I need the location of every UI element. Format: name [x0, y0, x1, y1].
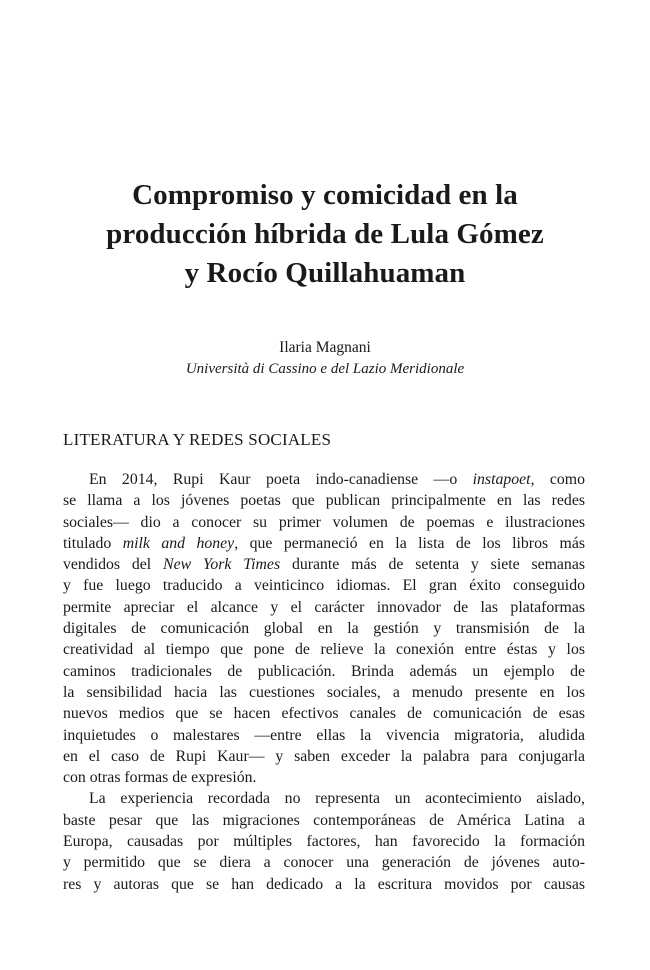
text-line: se llama a los jóvenes poetas que publican principalmente en las redes: [63, 492, 585, 510]
text-line: la sensibilidad hacia las cuestiones sociales, a menudo presente en los: [63, 683, 585, 701]
author-affiliation: Università di Cassino e del Lazio Meridionale: [185, 361, 465, 377]
text-line: titulado milk and honey, que permaneció en la lista de los libros más: [63, 534, 585, 552]
text-line: Europa, causadas por múltiples factores, han favorecido la formación: [63, 833, 585, 851]
text-line: res y autoras que se han dedicado a la escritura movidos por causas: [63, 875, 585, 893]
article-title: [60, 176, 590, 293]
text-line: nuevos medios que se hacen efectivos canales de comunicación de esas: [63, 705, 585, 723]
text-line: creatividad al tiempo que pone de relieve la conexión entre éstas y los: [63, 641, 585, 659]
text-line: caminos tradicionales de publicación. Brinda además un ejemplo de: [63, 662, 585, 680]
section-heading: LITERATURA Y REDES SOCIALES: [63, 430, 332, 449]
text-line: permite apreciar el alcance y el carácter innovador de las plataformas: [63, 598, 585, 616]
text-line: inquietudes o malestares —entre ellas la vivencia migratoria, aludida: [63, 726, 585, 744]
text-line: con otras formas de expresión.: [63, 769, 257, 787]
title-line: Compromiso y comicidad en la: [132, 179, 518, 211]
body-text: [63, 469, 585, 895]
text-line: vendidos del New York Times durante más de setenta y siete semanas: [63, 556, 585, 574]
text-line: baste pesar que las migraciones contemporáneas de América Latina a: [63, 811, 585, 829]
text-line: y fue luego traducido a veinticinco idiomas. El gran éxito conseguido: [63, 577, 585, 595]
text-line: sociales— dio a conocer su primer volumen de poemas e ilustraciones: [63, 513, 585, 531]
text-line: y permitido que se diera a conocer una generación de jóvenes auto-: [63, 854, 585, 872]
title-line: producción híbrida de Lula Gómez: [106, 218, 544, 250]
text-line: en el caso de Rupi Kaur— y saben exceder la palabra para conjugarla: [63, 747, 585, 765]
text-line: digitales de comunicación global en la gestión y transmisión de la: [63, 620, 585, 638]
author-name: Ilaria Magnani: [279, 339, 371, 356]
title-line: y Rocío Quillahuaman: [184, 257, 466, 289]
text-line: En 2014, Rupi Kaur poeta indo-canadiense —o instapoet, como: [89, 471, 585, 488]
text-line: La experiencia recordada no representa un acontecimiento aislado,: [89, 790, 585, 808]
